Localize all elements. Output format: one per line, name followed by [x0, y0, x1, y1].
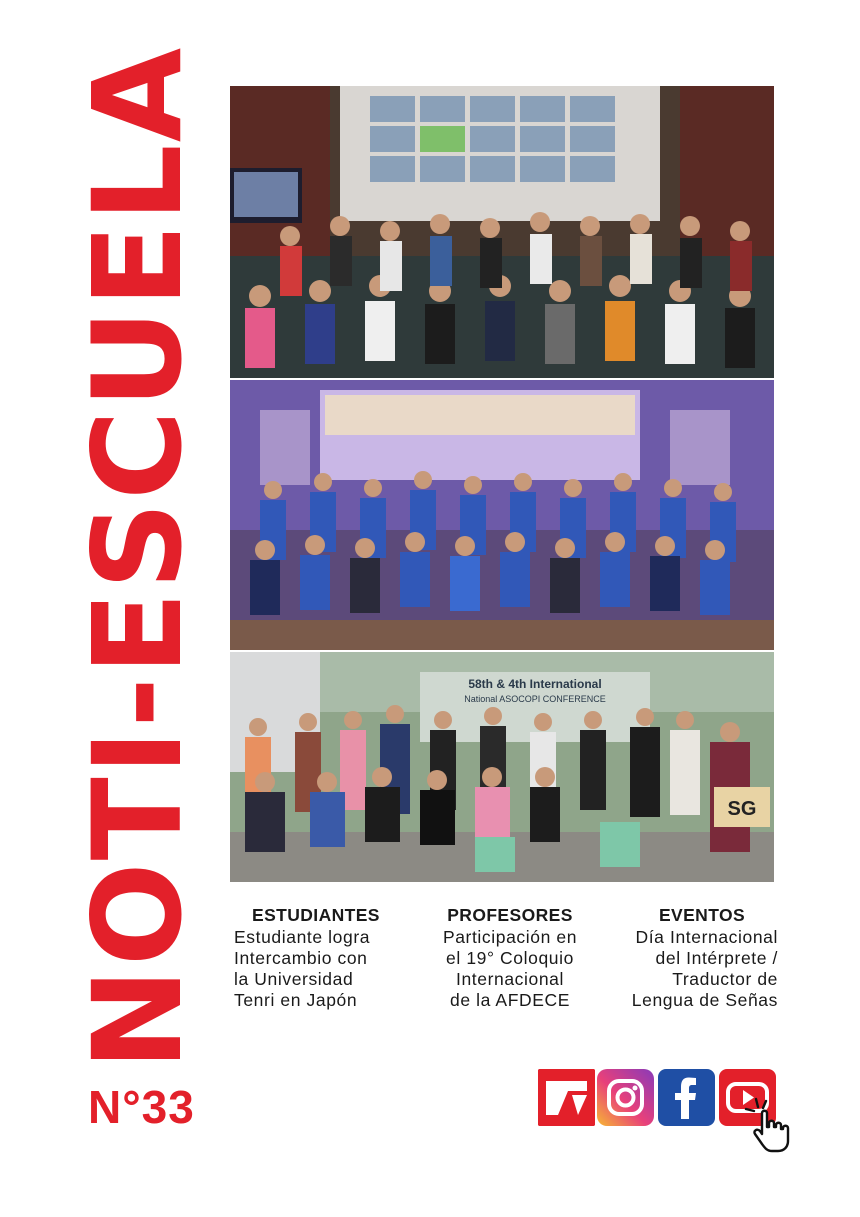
masthead-title [67, 45, 209, 1071]
section-heading: EVENTOS [658, 905, 746, 925]
section-heading: ESTUDIANTES [252, 905, 380, 925]
instagram-icon[interactable] [597, 1069, 654, 1126]
bag-text: SG [727, 798, 757, 820]
section-line: Día Internacional [635, 927, 778, 947]
issue-number: N°33 [88, 1081, 195, 1133]
section-profesores[interactable] [420, 905, 600, 1011]
section-estudiantes[interactable] [234, 905, 404, 1011]
section-line: del Intérprete / [655, 948, 778, 968]
section-line: la Universidad [234, 969, 354, 989]
section-line: Traductor de [672, 969, 778, 989]
photo-classroom-group [230, 86, 774, 378]
section-line: Intercambio con [234, 948, 368, 968]
section-line: Tenri en Japón [234, 990, 358, 1010]
section-eventos[interactable] [606, 905, 778, 1011]
section-line: Lengua de Señas [631, 990, 778, 1010]
section-line: Estudiante logra [234, 927, 371, 947]
banner-line1: 58th & 4th International [468, 677, 602, 691]
university-logo-icon[interactable] [538, 1069, 595, 1126]
section-heading: PROFESORES [447, 905, 573, 925]
facebook-icon[interactable] [658, 1069, 715, 1126]
section-line: de la AFDECE [449, 990, 571, 1010]
click-cursor-icon [742, 1093, 806, 1157]
section-line: el 19° Coloquio [446, 948, 574, 968]
section-line: Internacional [455, 969, 564, 989]
photo-blue-hall-group [230, 380, 774, 650]
section-line: Participación en [442, 927, 578, 947]
photo-conference-group [230, 652, 774, 882]
masthead-title-text: NOTI-ESCUELA [67, 45, 209, 1071]
banner-line2: National ASOCOPI CONFERENCE [464, 694, 606, 704]
